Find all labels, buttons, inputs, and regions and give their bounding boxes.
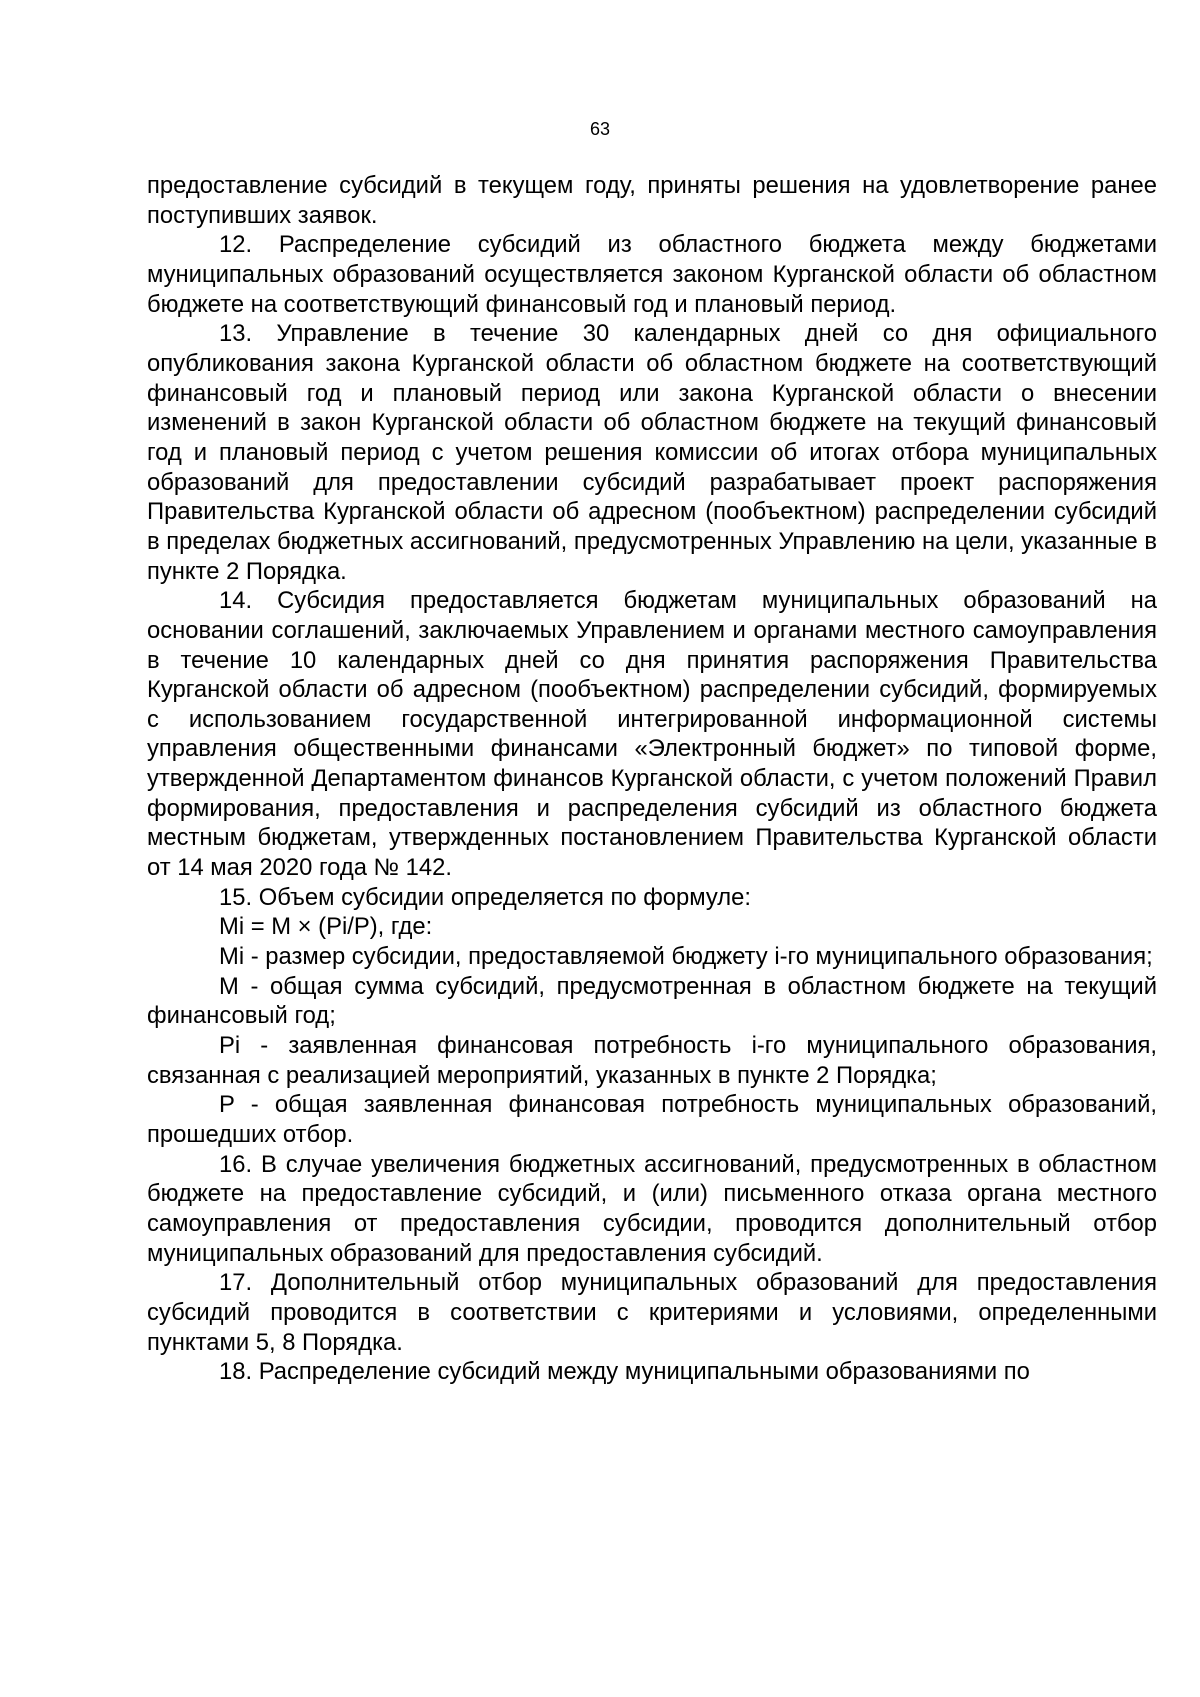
paragraph-17: 17. Дополнительный отбор муниципальных образований для предоставления субсидий проводится в соответствии с критериями и условиями, определенными пунктами 5, 8 Порядка. (147, 1269, 1157, 1356)
paragraph-12: 12. Распределение субсидий из областного бюджета между бюджетами муниципальных образований осуществляется законом Курганской области об областном бюджете на соответствующий финансовый год и плановый период. (147, 231, 1157, 318)
paragraph-15: 15. Объем субсидии определяется по формуле: (219, 883, 751, 911)
formula-definition-p: P - общая заявленная финансовая потребность муниципальных образований, прошедших отбор. (147, 1091, 1157, 1148)
formula: Mi = M × (Pi/P), где: (219, 913, 433, 941)
paragraph-16: 16. В случае увеличения бюджетных ассигнований, предусмотренных в областном бюджете на предоставление субсидий, и (или) письменного отказа органа местного самоуправления от предоставления субсидии, проводится дополнительный отбор муниципальных образований для предоставления субсидий. (147, 1150, 1157, 1267)
formula-definition-mi: Mi - размер субсидии, предоставляемой бюджету i-го муниципального образования; (219, 943, 1153, 971)
paragraph-18: 18. Распределение субсидий между муниципальными образованиями по (219, 1358, 1030, 1386)
paragraph-continuation: предоставление субсидий в текущем году, приняты решения на удовлетворение ранее поступивших заявок. (147, 172, 1157, 229)
paragraph-13: 13. Управление в течение 30 календарных дней со дня официального опубликования закона Курганской области об областном бюджете на соответствующий финансовый год и плановый период или закона Курганской области о внесении изменений в закон Курганской области об областном бюджете на текущий финансовый год и плановый период с учетом решения комиссии об итогах отбора муниципальных образований для предоставлении субсидий разрабатывает проект распоряжения Правительства Курганской области об адресном (пообъектном) распределении субсидий в пределах бюджетных ассигнований, предусмотренных Управлению на цели, указанные в пункте 2 Порядка. (147, 320, 1157, 585)
page-number: 63 (589, 119, 611, 139)
formula-definition-pi: Pi - заявленная финансовая потребность i-го муниципального образования, связанная с реализацией мероприятий, указанных в пункте 2 Порядка; (147, 1032, 1157, 1089)
paragraph-14: 14. Субсидия предоставляется бюджетам муниципальных образований на основании соглашений, заключаемых Управлением и органами местного самоуправления в течение 10 календарных дней со дня принятия распоряжения Правительства Курганской области об адресном (пообъектном) распределении субсидий, формируемых с использованием государственной интегрированной информационной системы управления общественными финансами «Электронный бюджет» по типовой форме, утвержденной Департаментом финансов Курганской области, с учетом положений Правил формирования, предоставления и распределения субсидий из областного бюджета местным бюджетам, утвержденных постановлением Правительства Курганской области от 14 мая 2020 года № 142. (147, 587, 1157, 882)
formula-definition-m: M - общая сумма субсидий, предусмотренная в областном бюджете на текущий финансовый год; (147, 972, 1157, 1030)
document-body (147, 171, 1157, 1387)
